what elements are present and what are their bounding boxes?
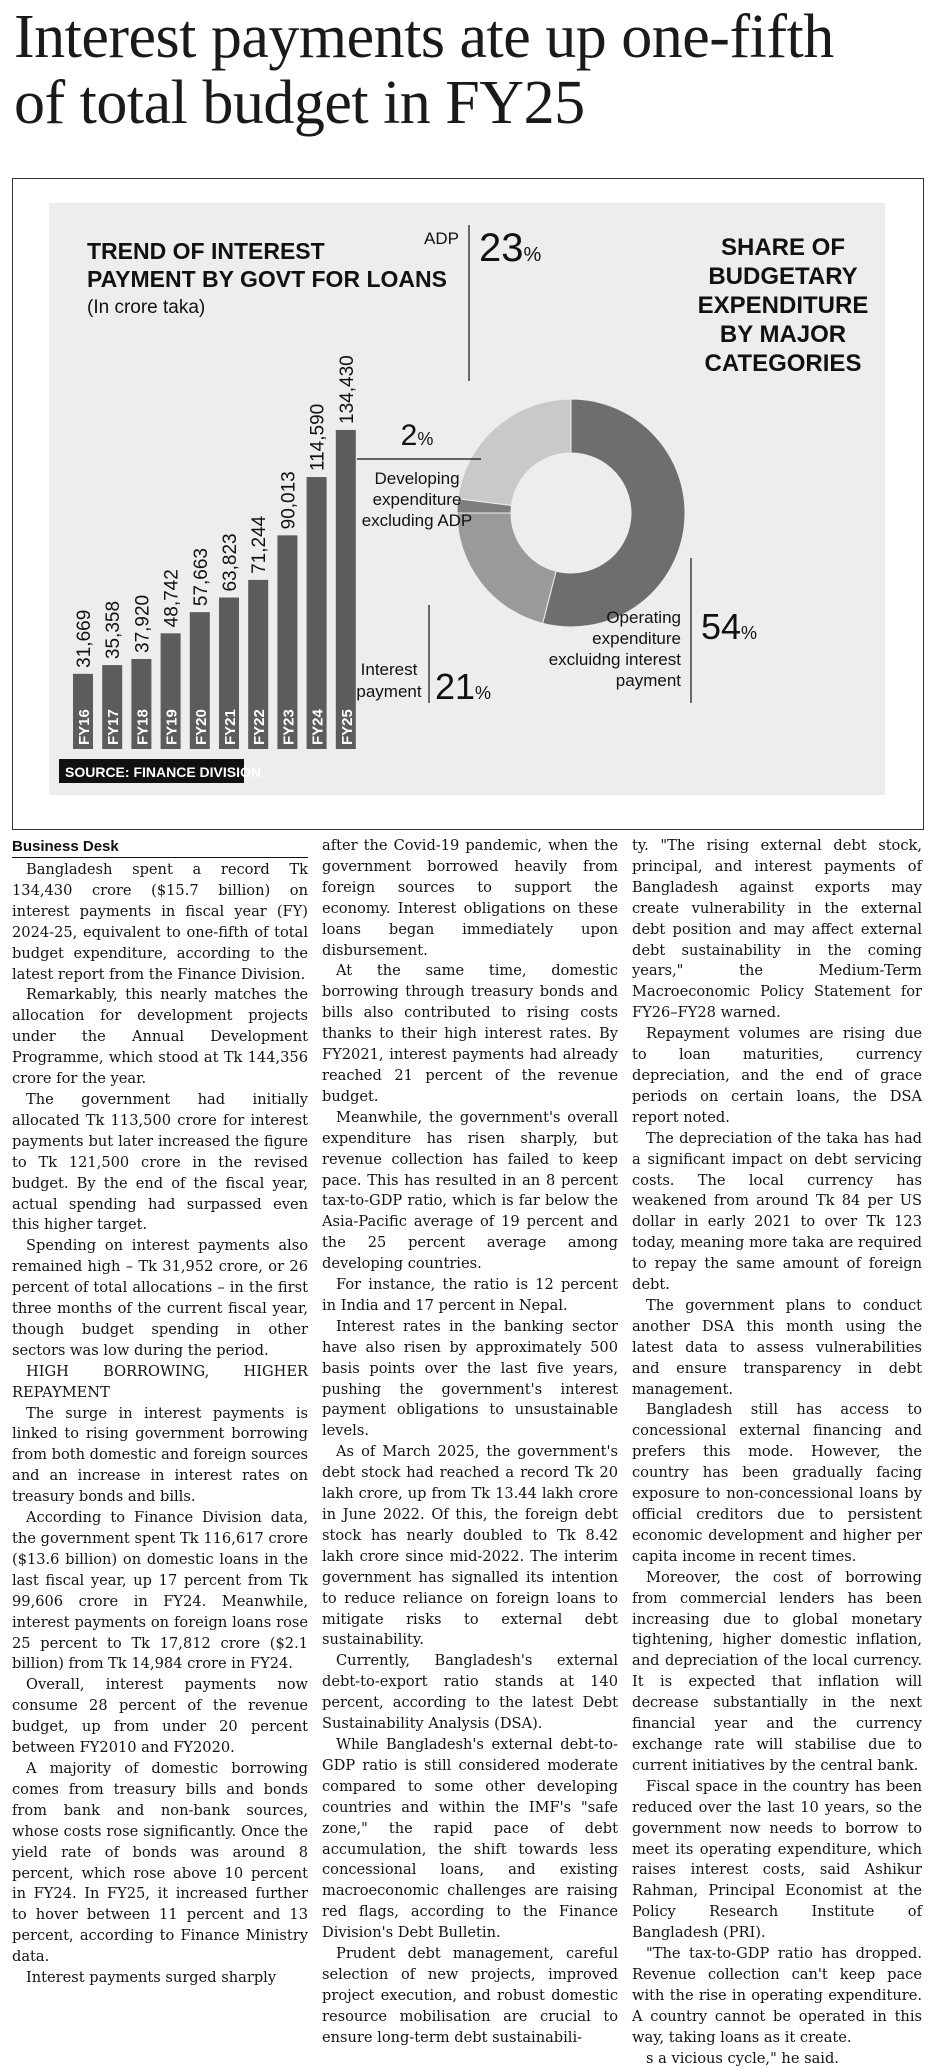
developing-percent: 2% bbox=[400, 419, 434, 452]
paragraph: ty. "The rising external debt stock, principal, and interest payments of Bangladesh against exports may create vulnerability in the external debt position and may affect external debt sustainability in the coming years," the Medium-Term Macroeconomic Policy Statement for FY26–FY28 warned. bbox=[632, 837, 922, 1022]
paragraph: Fiscal space in the country has been reduced over the last 10 years, so the government now needs to borrow to meet its operating expenditure, which raises interest costs, said Ashikur Rahman, Principal Economist at the Policy Research Institute of Bangladesh (PRI). bbox=[632, 1777, 922, 1942]
paragraph: after the Covid-19 pandemic, when the government borrowed heavily from foreign sources to support the economy. Interest obligations on these loans began immediately upon disbursement. bbox=[322, 837, 618, 959]
paragraph: Spending on interest payments also remained high – Tk 31,952 crore, or 26 percent of total allocations – in the first three months of the current fiscal year, though budget spending in other sectors was low during the period. bbox=[12, 1237, 308, 1359]
operating-percent: 54% bbox=[701, 606, 758, 647]
bar-chart-subtitle: (In crore taka) bbox=[87, 297, 206, 318]
source-label: SOURCE: FINANCE DIVISION bbox=[65, 764, 262, 780]
bar-category-label: FY25 bbox=[338, 709, 356, 745]
bar-fy24 bbox=[307, 477, 327, 749]
paragraph: Remarkably, this nearly matches the allocation for development projects under the Annual Development Programme, which stood at Tk 144,356 crore for the year. bbox=[12, 986, 308, 1088]
article-body bbox=[12, 836, 922, 2067]
donut-chart bbox=[457, 399, 685, 627]
bar-chart-title-line-1: TREND OF INTEREST bbox=[87, 238, 325, 264]
paragraph: The government plans to conduct another DSA this month using the latest data to assess vulnerabilities and ensure transparency in debt management. bbox=[632, 1296, 922, 1398]
bar-value-label: 31,669 bbox=[74, 609, 95, 668]
bar-category-label: FY20 bbox=[192, 709, 210, 745]
bar-category-label: FY18 bbox=[134, 709, 152, 745]
operating-label-line-3: excluidng interest bbox=[548, 650, 681, 669]
paragraph: At the same time, domestic borrowing through treasury bonds and bills also contributed to rising costs thanks to their high interest rates. By FY2021, interest payments had already reached 21 percent of the revenue budget. bbox=[322, 962, 618, 1105]
paragraph: A majority of domestic borrowing comes from treasury bills and bonds from bank and non-bank sources, whose costs rose significantly. Once the yield rate of bonds was around 8 percent, which rose above 10 percent in FY24. In FY25, it increased further to hover between 11 percent and 13 percent, according to Finance Ministry data. bbox=[12, 1759, 308, 1966]
byline: Business Desk bbox=[12, 836, 308, 858]
bar-value-label: 37,920 bbox=[132, 594, 154, 654]
paragraph: Interest rates in the banking sector have also risen by approximately 500 basis points over the last five years, pushing the government's interest payment obligations to unsustainable levels. bbox=[322, 1317, 618, 1440]
developing-label-line-1: Developing bbox=[374, 469, 460, 488]
operating-label-line-4: payment bbox=[615, 671, 681, 690]
bar-fy25 bbox=[336, 430, 356, 749]
bar-category-label: FY21 bbox=[222, 709, 239, 745]
adp-percent: 23% bbox=[479, 226, 542, 270]
paragraph: Moreover, the cost of borrowing from commercial lenders has been increasing due to global monetary tightening, higher domestic inflation, and depreciation of the local currency. It is expected that inflation will decrease substantially in the next financial year and the currency exchange rate will stabilise due to current initiatives by the central bank. bbox=[632, 1568, 922, 1774]
infographic bbox=[12, 178, 924, 830]
infographic-svg bbox=[49, 203, 885, 795]
paragraph: Currently, Bangladesh's external debt-to-export ratio stands at 140 percent, according to the latest Debt Sustainability Analysis (DSA). bbox=[322, 1652, 618, 1733]
interest-label-line-1: Interest bbox=[360, 660, 418, 679]
bar-value-label: 35,358 bbox=[103, 600, 125, 660]
bar-category-label: FY24 bbox=[309, 709, 327, 745]
bar-value-label: 134,430 bbox=[336, 355, 358, 424]
bar-value-label: 57,663 bbox=[190, 548, 212, 607]
bar-value-label: 63,823 bbox=[220, 533, 241, 592]
adp-label: ADP bbox=[424, 229, 459, 248]
bar-value-label: 114,590 bbox=[307, 403, 329, 472]
subheading: HIGH BORROWING, HIGHER REPAYMENT bbox=[12, 1362, 308, 1401]
bar-category-label: FY22 bbox=[251, 709, 269, 745]
article-column-3 bbox=[632, 836, 922, 2069]
donut-title-line-1: SHARE OF bbox=[720, 234, 846, 261]
headline-line-2: of total budget in FY25 bbox=[14, 69, 585, 137]
developing-label-line-2: expenditure bbox=[372, 490, 462, 509]
paragraph: "The tax-to-GDP ratio has dropped. Revenue collection can't keep pace with the rise in operating expenditure. A country cannot be operated in this way, taking loans as it create. bbox=[632, 1945, 922, 2046]
bar-value-label: 90,013 bbox=[278, 471, 300, 530]
article-column-2 bbox=[322, 836, 618, 2049]
operating-label-line-1: Operating bbox=[606, 608, 681, 627]
paragraph: While Bangladesh's external debt-to-GDP ratio is still considered moderate compared to some other developing countries and within the IMF's "safe zone," the rapid pace of debt accumulation, the shift towards less concessional loans, and existing macroeconomic challenges are raising red flags, according to the Finance Division's Debt Bulletin. bbox=[322, 1735, 618, 1942]
bar-category-label: FY23 bbox=[280, 709, 298, 745]
paragraph: Repayment volumes are rising due to loan maturities, currency depreciation, and the end of grace periods on certain loans, the DSA report noted. bbox=[632, 1025, 922, 1126]
paragraph: Interest payments surged sharply bbox=[26, 1969, 277, 1987]
donut-slice-adp bbox=[458, 399, 571, 505]
paragraph: The depreciation of the taka has had a significant impact on debt servicing costs. The local currency has weakened from around Tk 84 per US dollar in early 2021 to over Tk 123 today, meaning more taka are required to repay the same amount of foreign debt. bbox=[632, 1129, 922, 1294]
paragraph: According to Finance Division data, the government spent Tk 116,617 crore ($13.6 billion) on domestic loans in the last fiscal year, up 17 percent from Tk 99,606 crore in FY24. Meanwhile, interest payments on foreign loans rose 25 percent to Tk 17,812 crore ($2.1 billion) from Tk 14,984 crore in FY24. bbox=[12, 1509, 308, 1673]
paragraph: Overall, interest payments now consume 28 percent of the revenue budget, up from under 20 percent between FY2010 and FY2020. bbox=[12, 1676, 308, 1757]
donut-title-line-2: BUDGETARY bbox=[708, 263, 858, 290]
bar-category-label: FY19 bbox=[163, 709, 181, 745]
paragraph: The government had initially allocated Tk 113,500 crore for interest payments but later increased the figure to Tk 121,500 crore in the revised budget. By the end of the fiscal year, actual spending had surpassed even this higher target. bbox=[12, 1090, 308, 1234]
bar-series bbox=[73, 355, 358, 749]
paragraph: s a vicious cycle," he said. bbox=[646, 2049, 839, 2067]
interest-label-line-2: payment bbox=[356, 682, 422, 701]
developing-label-line-3: excluding ADP bbox=[361, 511, 473, 530]
donut-title-line-3: EXPENDITURE bbox=[697, 292, 869, 319]
headline-line-1: Interest payments ate up one-fifth bbox=[14, 3, 834, 71]
paragraph: The surge in interest payments is linked to rising government borrowing from both domestic and foreign sources and an increase in interest rates on treasury bonds and bills. bbox=[12, 1404, 308, 1506]
donut-title-line-4: BY MAJOR bbox=[719, 321, 847, 348]
bar-category-label: FY17 bbox=[105, 709, 123, 745]
bar-value-label: 71,244 bbox=[249, 515, 271, 574]
paragraph: For instance, the ratio is 12 percent in India and 17 percent in Nepal. bbox=[322, 1276, 618, 1314]
paragraph: Meanwhile, the government's overall expenditure has risen sharply, but revenue collection has failed to keep pace. This has resulted in an 8 percent tax-to-GDP ratio, which is far below the Asia-Pacific average of 19 percent and the 25 percent average among developing countries. bbox=[322, 1108, 618, 1273]
donut-title bbox=[698, 234, 869, 377]
interest-percent: 21% bbox=[435, 666, 492, 707]
paragraph: Bangladesh spent a record Tk 134,430 crore ($15.7 billion) on interest payments in fiscal year (FY) 2024-25, equivalent to one-fifth of total budget expenditure, according to the latest report from the Finance Division. bbox=[12, 861, 308, 983]
paragraph: Prudent debt management, careful selection of new projects, improved project execution, and robust domestic resource mobilisation are crucial to ensure long-term debt sustainabili- bbox=[322, 1945, 618, 2046]
infographic-panel bbox=[49, 203, 885, 795]
paragraph: Bangladesh still has access to concessional external financing and prefers this mode. However, the country has been gradually facing exposure to non-concessional loans by official creditors due to persistent economic development and higher per capita income in recent times. bbox=[632, 1401, 922, 1565]
article-column-1 bbox=[12, 836, 308, 1989]
bar-category-label: FY16 bbox=[76, 709, 93, 745]
bar-chart-title-line-2: PAYMENT BY GOVT FOR LOANS bbox=[87, 266, 447, 292]
headline bbox=[14, 4, 924, 136]
operating-label-line-2: expenditure bbox=[592, 629, 681, 648]
paragraph: As of March 2025, the government's debt stock had reached a record Tk 20 lakh crore, up from Tk 13.44 lakh crore in June 2022. Of this, the foreign debt stock has nearly doubled to Tk 8.42 lakh crore since mid-2022. The interim government has signalled its intention to reduce reliance on foreign loans to mitigate risks to external debt sustainability. bbox=[322, 1443, 618, 1649]
donut-title-line-5: CATEGORIES bbox=[704, 350, 862, 377]
bar-value-label: 48,742 bbox=[161, 569, 183, 628]
